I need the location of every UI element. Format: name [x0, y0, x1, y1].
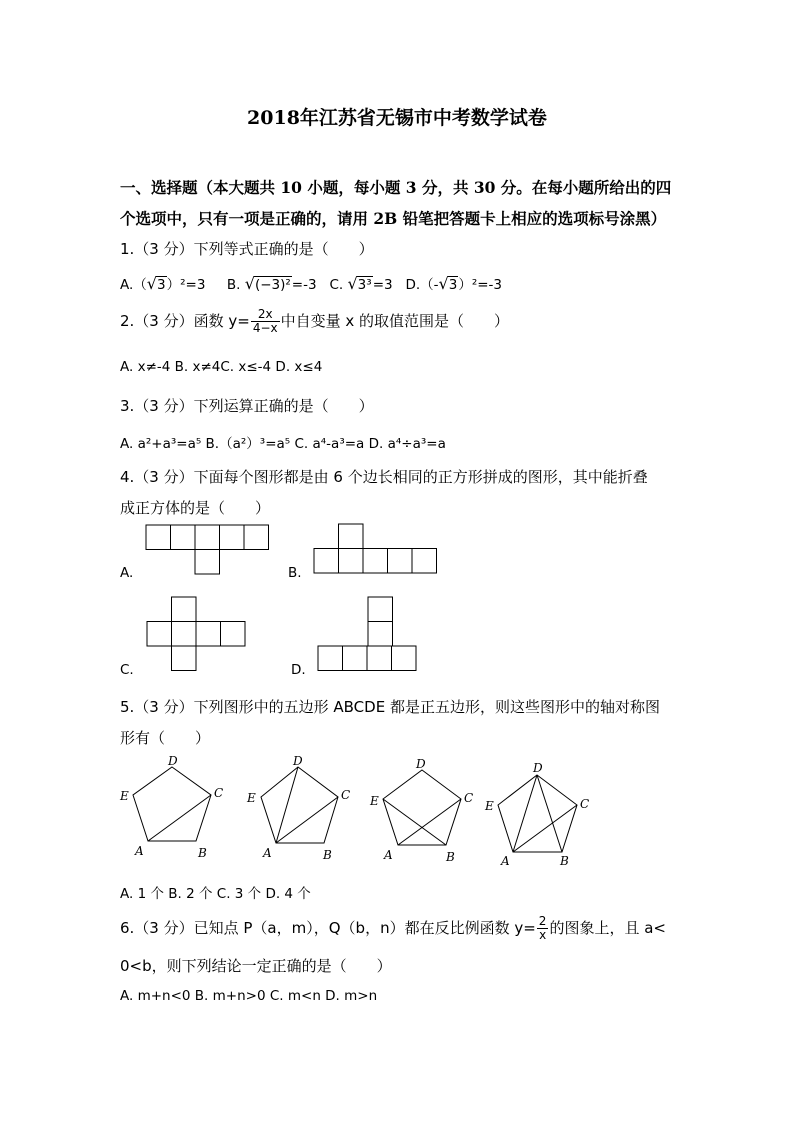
vertex-label: C [464, 791, 474, 805]
net-figure-a [146, 525, 272, 575]
question-5-line2: 形有（ ） [120, 729, 211, 747]
question-6-options: A. m+n<0 B. m+n>0 C. m<n D. m>n [120, 988, 378, 1004]
net-figure-b [314, 524, 440, 574]
question-1-options [120, 273, 502, 293]
vertex-label: A [263, 846, 272, 860]
vertex-label: B [560, 854, 569, 868]
q4-label-a: A. [120, 565, 134, 581]
vertex-label: A [135, 844, 144, 858]
vertex-label: C [214, 786, 224, 800]
question-3-stem: 3.（3 分）下列运算正确的是（ ） [120, 397, 374, 415]
vertex-label: D [533, 761, 543, 775]
vertex-label: B [198, 846, 207, 860]
q4-label-b: B. [288, 565, 302, 581]
vertex-label: E [247, 791, 256, 805]
question-2-stem: 2.（3 分）函数 y= $\frac{2x}{4-x}$ 中自变量 x 的取值范围是（ ） [120, 307, 510, 335]
vertex-label: E [485, 799, 494, 813]
fraction: $\frac{2x}{4-x}$ [252, 307, 278, 335]
question-4-line1: 4.（3 分）下面每个图形都是由 6 个边长相同的正方形拼成的图形，其中能折叠 [120, 468, 648, 486]
vertex-label: D [168, 754, 178, 768]
q4-label-d: D. [291, 662, 306, 678]
net-figure-c [147, 597, 249, 673]
section-heading-line2: 个选项中，只有一项是正确的，请用 2B 铅笔把答题卡上相应的选项标号涂黑） [120, 209, 667, 228]
q4-label-c: C. [120, 662, 134, 678]
pentagon-figure-3 [370, 755, 495, 865]
question-4-line2: 成正方体的是（ ） [120, 499, 271, 517]
vertex-label: B [446, 850, 455, 864]
vertex-label: A [384, 848, 393, 862]
question-5-options: A. 1 个 B. 2 个 C. 3 个 D. 4 个 [120, 886, 311, 902]
fraction: $\frac{2}{x}$ [538, 914, 547, 942]
question-5-line1: 5.（3 分）下列图形中的五边形 ABCDE 都是正五边形，则这些图形中的轴对称图 [120, 698, 660, 716]
section-heading-line1: 一、选择题（本大题共 10 小题，每小题 3 分，共 30 分。在每小题所给出的四 [120, 178, 672, 197]
vertex-label: E [120, 789, 129, 803]
page-title: 2018年江苏省无锡市中考数学试卷 [247, 107, 547, 129]
vertex-label: E [370, 794, 379, 808]
vertex-label: D [416, 757, 426, 771]
vertex-label: D [293, 754, 303, 768]
q1-option-a: A.（√3）²=3 [120, 274, 206, 293]
vertex-label: A [501, 854, 510, 868]
vertex-label: C [580, 797, 590, 811]
vertex-label: B [323, 848, 332, 862]
q1-option-d: D.（-√3）²=-3 [405, 274, 503, 293]
q1-option-b: B. √(−3)²=-3 [226, 274, 317, 293]
question-1-stem: 1.（3 分）下列等式正确的是（ ） [120, 240, 374, 258]
question-6-line2: 0<b，则下列结论一定正确的是（ ） [120, 957, 392, 975]
q1-option-c: C. √3³=3 [329, 274, 393, 293]
pentagon-figure-1 [110, 755, 235, 865]
pentagon-figure-4 [485, 755, 610, 868]
question-2-options: A. x≠-4 B. x≠4C. x≤-4 D. x≤4 [120, 359, 323, 375]
vertex-label: C [341, 788, 351, 802]
question-6-line1: 6.（3 分）已知点 P（a，m），Q（b，n）都在反比例函数 y= $\frac{2}{x}$ 的图象上，且 a< [120, 914, 666, 942]
question-3-options: A. a²+a³=a⁵ B.（a²）³=a⁵ C. a⁴-a³=a D. a⁴÷a³=a [120, 436, 446, 452]
pentagon-figure-2 [245, 755, 370, 865]
net-figure-d [318, 597, 420, 673]
